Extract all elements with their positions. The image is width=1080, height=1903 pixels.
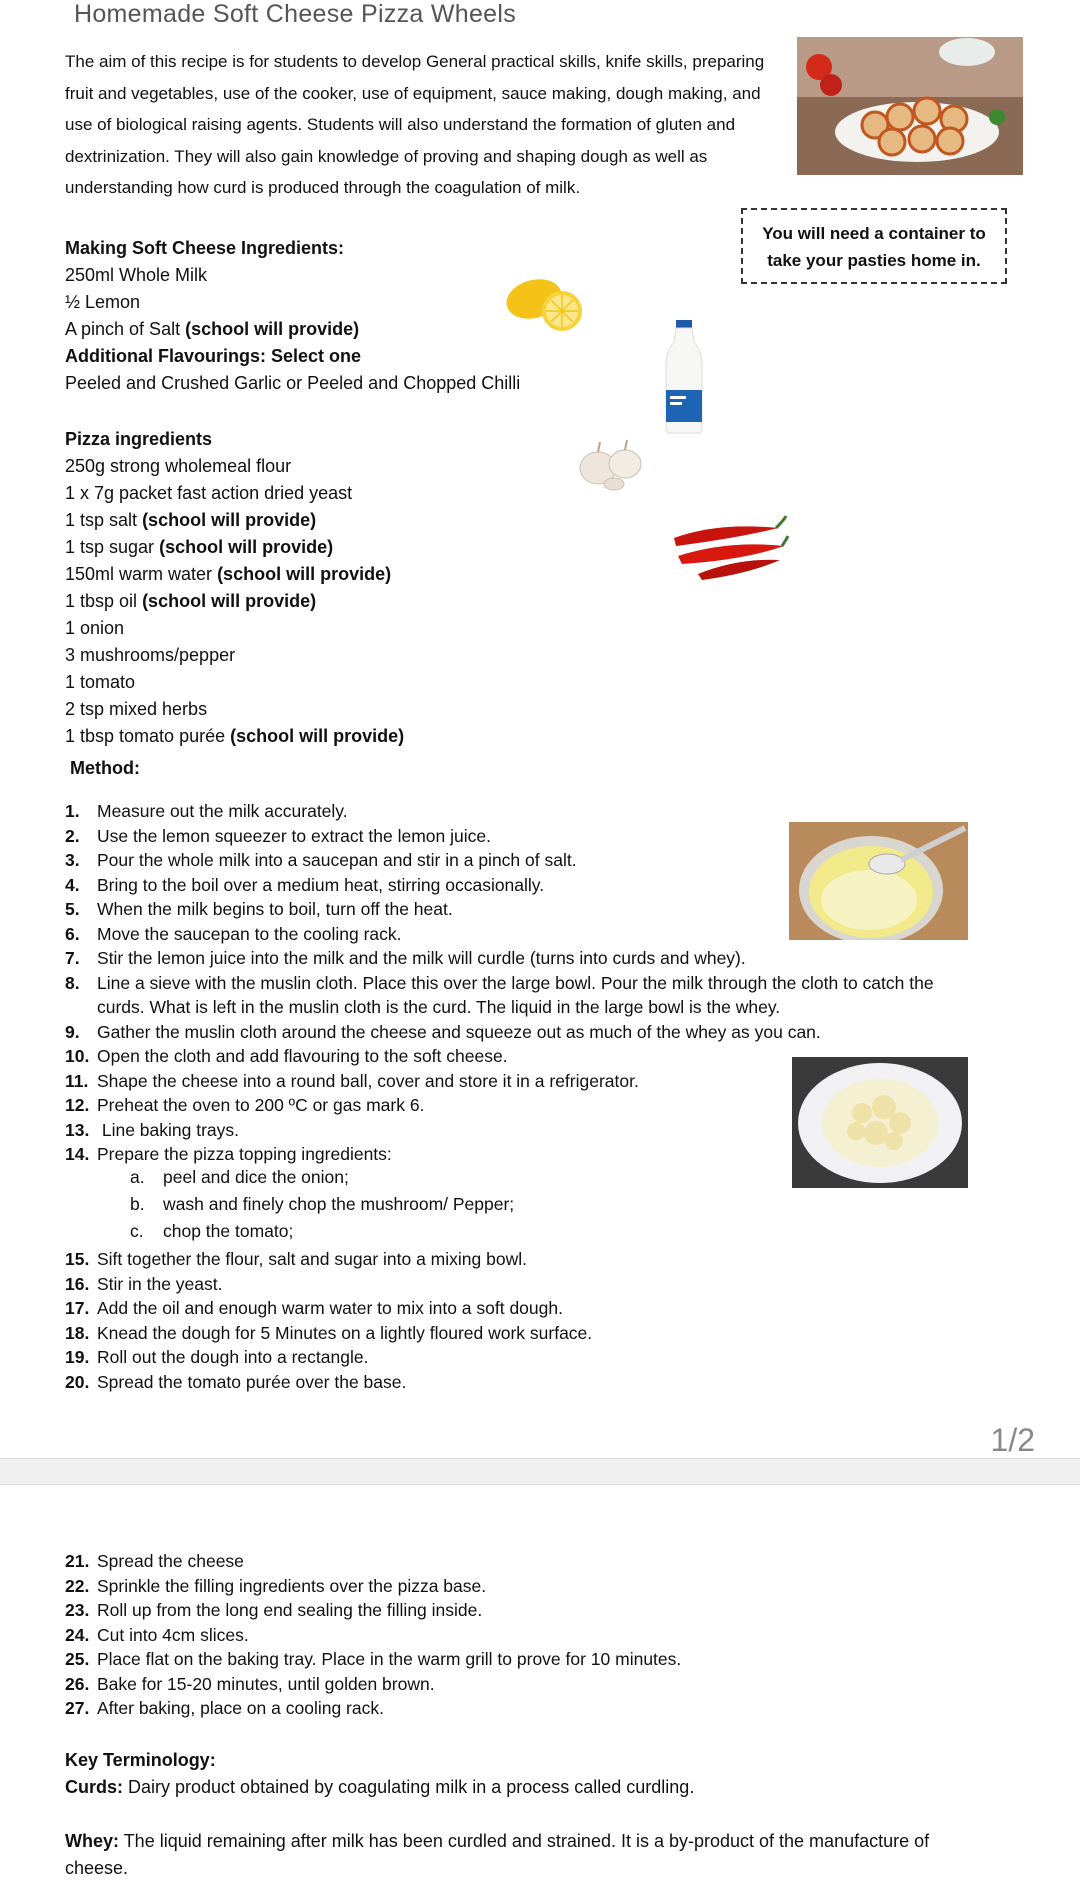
cheese-ingredients-heading: Making Soft Cheese Ingredients: — [65, 238, 345, 258]
ingredient-milk: 250ml Whole Milk — [65, 265, 208, 285]
recipe-title: Homemade Soft Cheese Pizza Wheels — [74, 0, 517, 28]
step-2: 2. Use the lemon squeezer to extract the lemon juice. — [65, 825, 491, 846]
pizza-ingredients — [65, 426, 404, 750]
step-21: 21. Spread the cheese — [65, 1551, 244, 1571]
step-26: 26. Bake for 15-20 minutes, until golden brown. — [65, 1673, 435, 1694]
ingredient-flour: 250g strong wholemeal flour — [65, 456, 292, 476]
intro-paragraph: The aim of this recipe is for students to develop General practical skills, knife skills, preparing fruit and vegetables, use of the cooker, use of equipment, sauce making, dough making, and use of biological raising agents. Students will also understand the formation of gluten and dextrinization. They will also gain knowledge of proving and shaping dough as well as understanding how curd is produced through the coagulation of milk. — [65, 52, 765, 197]
substep-b: b. wash and finely chop the mushroom/ Pepper; — [130, 1194, 515, 1214]
ingredient-mushrooms: 3 mushrooms/pepper — [65, 645, 236, 665]
step-17: 17. Add the oil and enough warm water to mix into a soft dough. — [65, 1298, 563, 1318]
page-number: 1/2 — [990, 1422, 1035, 1458]
container-note: You will need a container to take your pasties home in. — [741, 208, 1007, 284]
milk-bottle-image — [664, 320, 704, 434]
step-13: 13. Line baking trays. — [65, 1119, 240, 1140]
step-18: 18. Knead the dough for 5 Minutes on a lightly floured work surface. — [65, 1322, 593, 1343]
substep-a: a. peel and dice the onion; — [130, 1167, 349, 1187]
ingredient-puree: 1 tbsp tomato purée (school will provide) — [65, 726, 405, 746]
lemon-image — [502, 275, 588, 335]
step-4: 4. Bring to the boil over a medium heat, stirring occasionally. — [65, 874, 545, 895]
pizza-ingredients-heading: Pizza ingredients — [65, 429, 213, 449]
step-27: 27. After baking, place on a cooling rack. — [65, 1698, 384, 1718]
step-12: 12. Preheat the oven to 200 ºC or gas mark 6. — [65, 1095, 425, 1115]
flavouring-options: Peeled and Crushed Garlic or Peeled and Chopped Chilli — [65, 373, 521, 393]
saucepan-curd-photo — [789, 822, 968, 940]
step-6: 6. Move the saucepan to the cooling rack. — [65, 923, 402, 944]
whey-definition-continued: cheese. — [65, 1858, 129, 1878]
step-14: 14. Prepare the pizza topping ingredients: — [65, 1144, 392, 1164]
step-23: 23. Roll up from the long end sealing the filling inside. — [65, 1600, 483, 1620]
step-8-continued: curds. What is left in the muslin cloth is the curd. The liquid in the large bowl is the whey. — [97, 997, 781, 1017]
step-8: 8. Line a sieve with the muslin cloth. Place this over the large bowl. Pour the milk through the cloth to catch the — [65, 972, 934, 993]
ingredient-water: 150ml warm water (school will provide) — [65, 564, 392, 584]
key-terminology-heading: Key Terminology: — [65, 1750, 216, 1770]
ingredient-tomato: 1 tomato — [65, 672, 136, 692]
step-5: 5. When the milk begins to boil, turn off the heat. — [65, 899, 453, 919]
ingredient-salt-tsp: 1 tsp salt (school will provide) — [65, 510, 317, 530]
step-19: 19. Roll out the dough into a rectangle. — [65, 1347, 369, 1367]
cheese-ingredients — [65, 235, 520, 397]
step-10: 10. Open the cloth and add flavouring to the soft cheese. — [65, 1046, 508, 1066]
ingredient-herbs: 2 tsp mixed herbs — [65, 699, 208, 719]
garlic-image — [570, 438, 650, 494]
step-7: 7. Stir the lemon juice into the milk and the milk will curdle (turns into curds and whey). — [65, 948, 746, 968]
page-break — [0, 1458, 1080, 1485]
muslin-cheese-photo — [792, 1057, 968, 1188]
step-1: 1. Measure out the milk accurately. — [65, 801, 348, 821]
step-22: 22. Sprinkle the filling ingredients over the pizza base. — [65, 1575, 487, 1596]
curds-definition: Curds: Dairy product obtained by coagulating milk in a process called curdling. — [65, 1777, 695, 1797]
ingredient-onion: 1 onion — [65, 618, 125, 638]
substep-c: c. chop the tomato; — [130, 1221, 294, 1241]
step-9: 9. Gather the muslin cloth around the cheese and squeeze out as much of the whey as you can. — [65, 1021, 821, 1042]
ingredient-sugar: 1 tsp sugar (school will provide) — [65, 537, 334, 557]
ingredient-salt: A pinch of Salt (school will provide) — [65, 319, 360, 339]
ingredient-lemon: ½ Lemon — [65, 292, 141, 312]
ingredient-yeast: 1 x 7g packet fast action dried yeast — [65, 483, 353, 503]
step-15: 15. Sift together the flour, salt and sugar into a mixing bowl. — [65, 1249, 527, 1269]
ingredient-oil: 1 tbsp oil (school will provide) — [65, 591, 317, 611]
step-24: 24. Cut into 4cm slices. — [65, 1624, 249, 1645]
method-heading: Method: — [70, 758, 140, 778]
flavourings-heading: Additional Flavourings: Select one — [65, 346, 362, 366]
step-25: 25. Place flat on the baking tray. Place in the warm grill to prove for 10 minutes. — [65, 1649, 682, 1669]
step-3: 3. Pour the whole milk into a saucepan and stir in a pinch of salt. — [65, 850, 577, 870]
step-20: 20. Spread the tomato purée over the base. — [65, 1371, 407, 1392]
step-11: 11. Shape the cheese into a round ball, cover and store it in a refrigerator. — [65, 1070, 639, 1091]
step-16: 16. Stir in the yeast. — [65, 1273, 223, 1294]
school-provide-note: (school will provide) — [185, 319, 360, 339]
pizza-wheels-photo — [797, 37, 1023, 175]
whey-definition: Whey: The liquid remaining after milk has been curdled and strained. It is a by-product of the manufacture of — [65, 1831, 930, 1851]
chilli-image — [668, 510, 790, 590]
